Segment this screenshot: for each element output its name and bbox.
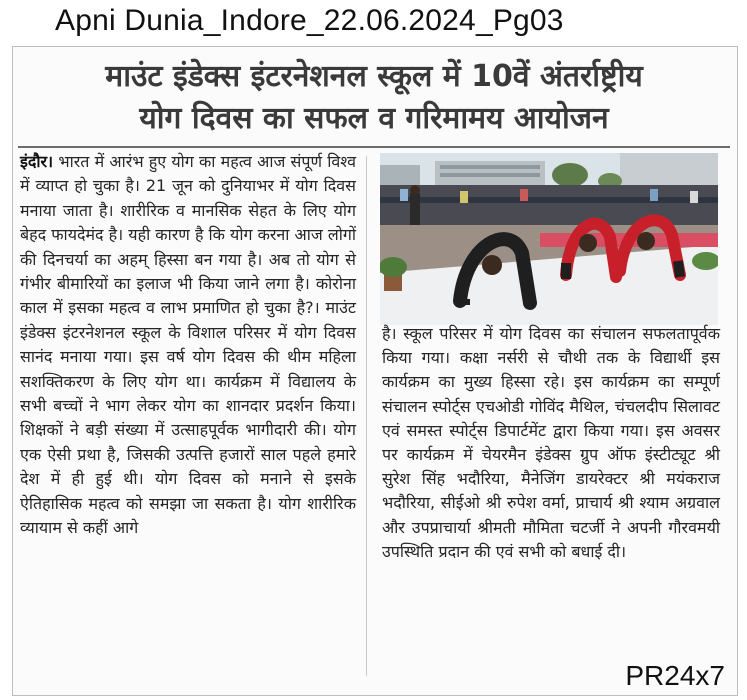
article-column-left [20, 150, 356, 541]
photo-crowd-figure [400, 189, 408, 201]
photo-building-window-band [440, 173, 540, 177]
headline-rule [18, 146, 730, 148]
photo-crowd-figure [460, 191, 468, 203]
article-paragraph-left [20, 150, 356, 541]
photo-child-head [579, 234, 597, 252]
photo-crowd-figure [690, 191, 698, 203]
photo-tree [552, 163, 588, 187]
photo-building-left [380, 165, 420, 187]
headline-line-2: योग दिवस का सफल व गरिमामय आयोजन [139, 101, 609, 136]
headline [16, 56, 732, 140]
article-paragraph-right: है। स्कूल परिसर में योग दिवस का संचालन सफलतापूर्वक किया गया। कक्षा नर्सरी से चौथी तक के विद्यार्थी इस कार्यक्रम का मुख्य हिस्सा रहे। इस कार्यक्रम का सम्पूर्ण संचालन स्पोर्ट्स एचओडी गोविंद मैथिल, चंचलदीप सिलावट एवं समस्त स्पोर्ट्स डिपार्टमेंट द्वारा किया गया। इस अवसर पर कार्यक्रम में चेयरमैन इंडेक्स ग्रुप ऑफ इंस्टीट्यूट श्री सुरेश सिंह भदौरिया, मैनेजिंग डायरेक्टर श्री मयंकराज भदौरिया, सीईओ श्री रुपेश वर्मा, प्राचार्य श्री श्याम अग्रवाल और उपप्राचार्या श्रीमती मौमिता चटर्जी ने अपनी गौरवमयी उपस्थिति प्रदान की एवं सभी को बधाई दी। [382, 324, 720, 561]
photo-plant [380, 257, 407, 277]
photo-child-head [482, 255, 502, 275]
yoga-photo-illustration [380, 153, 718, 325]
photo-crowd-figure [520, 189, 528, 201]
article-left-text: भारत में आरंभ हुए योग का महत्व आज संपूर्ण विश्व में व्याप्त हो चुका है। 21 जून को दुनियाभर में योग दिवस मनाया जाता है। शारीरिक व मानसिक सेहत के लिए योग बेहद फायदेमंद है। यही कारण है कि योग करना आज लोगों की दिनचर्या का अहम् हिस्सा बन गया है। अब तो योग से गंभीर बीमारियों का इलाज भी किया जाने लगा है। कोरोना काल में इसका महत्व व लाभ प्रमाणित हो चुका है?। माउंट इंडेक्स इंटरनेशनल स्कूल के विशाल परिसर में योग दिवस सानंद मनाया गया। इस वर्ष योग दिवस की थीम महिला सशक्तिकरण के लिए योग था। कार्यक्रम में विद्यालय के सभी बच्चों ने भाग लेकर योग का शानदार प्रदर्शन किया। शिक्षकों ने बड़ी संख्या में उत्साहपूर्वक भागीदारी की। योग एक ऐसी प्रथा है, जिसकी उत्पत्ति हजारों साल पहले हमारे देश में ही हुई थी। योग दिवस को मनाने से इसके ऐतिहासिक महत्व को समझा जा सकता है। योग शारीरिक व्यायाम से कहीं आगे [20, 152, 356, 538]
page-code: PR24x7 [625, 660, 725, 691]
dateline: इंदौर। [20, 152, 54, 171]
headline-line-1: माउंट इंडेक्स इंटरनेशनल स्कूल में 10वें अंतर्राष्ट्रीय [105, 59, 643, 94]
photo-standing-person [410, 193, 420, 227]
yoga-photo [380, 153, 718, 325]
clipping-source: Apni Dunia_Indore_22.06.2024_Pg03 [55, 4, 564, 37]
column-divider [366, 156, 367, 676]
photo-building-window-band [440, 165, 540, 169]
photo-child-head [637, 232, 655, 250]
photo-crowd-figure [650, 189, 658, 201]
photo-crowd-row [380, 197, 718, 203]
photo-person-head [410, 185, 420, 195]
photo-building-right [620, 153, 718, 187]
photo-child-hand [456, 299, 470, 305]
article-column-right [382, 322, 720, 564]
photo-child-leg [678, 261, 680, 277]
